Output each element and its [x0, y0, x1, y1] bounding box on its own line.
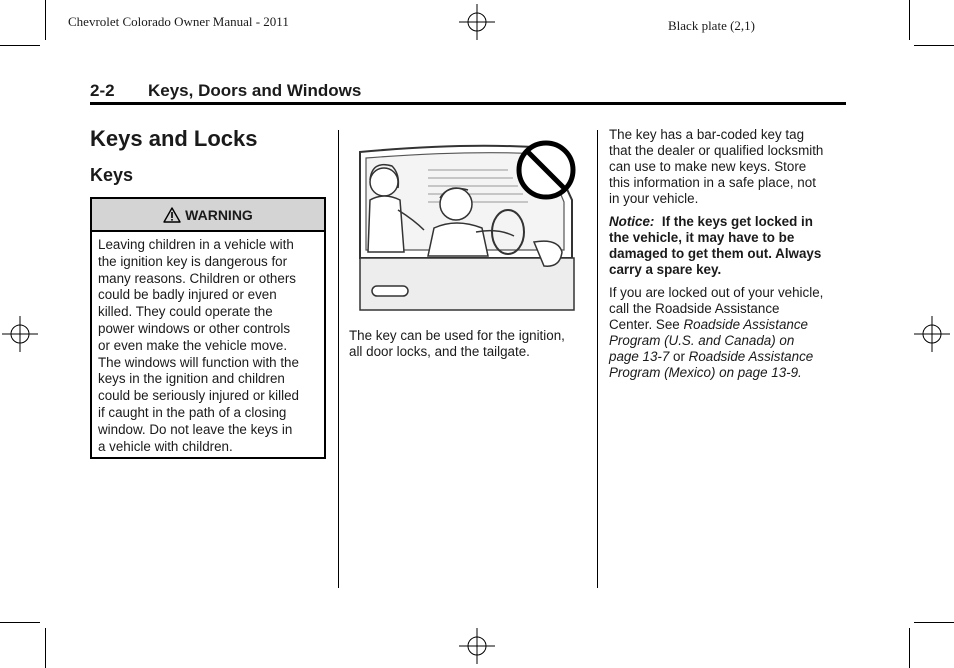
page-heading: Keys and Locks	[90, 126, 258, 151]
paragraph-line: damaged to get them out. Always	[609, 246, 822, 261]
section-rule	[90, 102, 846, 105]
warning-line: many reasons. Children or others	[98, 270, 296, 286]
notice-text: If the keys get locked in	[661, 214, 813, 229]
registration-mark	[459, 628, 495, 664]
line-text: .	[798, 365, 802, 380]
crop-mark	[914, 45, 954, 46]
warning-line: power windows or other controls	[98, 320, 291, 336]
warning-line: window. Do not leave the keys in	[98, 421, 293, 437]
crop-mark	[0, 622, 40, 623]
lockout-paragraph	[609, 285, 849, 381]
notice-paragraph	[609, 214, 849, 278]
registration-mark	[459, 4, 495, 40]
warning-line: keys in the ignition and children	[98, 371, 285, 387]
crop-mark	[909, 628, 910, 668]
key-tag-paragraph	[609, 127, 849, 207]
warning-line: or even make the vehicle move.	[98, 337, 288, 353]
warning-header	[92, 199, 324, 232]
paragraph-line	[609, 349, 849, 365]
warning-line: a vehicle with children.	[98, 438, 233, 454]
paragraph-line: this information in a safe place, not	[609, 175, 816, 190]
column-divider	[597, 130, 598, 588]
cross-reference-link[interactable]: Roadside Assistance	[688, 349, 814, 364]
warning-line: could be badly injured or even	[98, 287, 277, 303]
plate-label: Black plate (2,1)	[668, 18, 755, 33]
caption-line: all door locks, and the tailgate.	[349, 344, 530, 359]
line-text: Center. See	[609, 317, 684, 332]
paragraph-line	[609, 365, 849, 381]
warning-line: killed. They could operate the	[98, 304, 273, 320]
crop-mark	[914, 622, 954, 623]
cross-reference-link[interactable]: Program (Mexico) on page 13-9	[609, 365, 799, 380]
paragraph-line: call the Roadside Assistance	[609, 301, 780, 316]
cross-reference-link[interactable]: page 13-7	[609, 349, 670, 364]
illustration-caption	[349, 328, 589, 360]
subheading: Keys	[90, 165, 134, 185]
paragraph-line: The key has a bar-coded key tag	[609, 127, 805, 142]
registration-mark	[914, 316, 950, 352]
paragraph-line: can use to make new keys. Store	[609, 159, 807, 174]
section-number: 2-2	[90, 81, 115, 100]
paragraph-line	[609, 317, 849, 333]
paragraph-line: the vehicle, it may have to be	[609, 230, 795, 245]
column-divider	[338, 130, 339, 588]
cross-reference-link[interactable]: Roadside Assistance	[683, 317, 809, 332]
paragraph-line: in your vehicle.	[609, 191, 699, 206]
crop-mark	[0, 45, 40, 46]
warning-line: Leaving children in a vehicle with	[98, 237, 294, 252]
warning-line: if caught in the path of a closing	[98, 404, 287, 420]
paragraph-line: carry a spare key.	[609, 262, 722, 277]
warning-text	[98, 237, 324, 455]
paragraph-line	[609, 214, 849, 230]
warning-line: The windows will function with the	[98, 354, 299, 370]
notice-label: Notice:	[609, 214, 655, 229]
crop-mark	[909, 0, 910, 40]
registration-mark	[2, 316, 38, 352]
warning-line: could be seriously injured or killed	[98, 388, 299, 404]
paragraph-line: If you are locked out of your vehicle,	[609, 285, 824, 300]
warning-box	[90, 197, 326, 459]
cross-reference-link[interactable]: Program (U.S. and Canada) on	[609, 333, 795, 348]
manual-title: Chevrolet Colorado Owner Manual - 2011	[68, 14, 289, 29]
line-text: or	[669, 349, 689, 364]
caption-line: The key can be used for the ignition,	[349, 328, 565, 343]
section-title: Keys, Doors and Windows	[148, 81, 362, 100]
paragraph-line: that the dealer or qualified locksmith	[609, 143, 824, 158]
children-in-vehicle-illustration	[358, 140, 576, 312]
crop-mark	[45, 628, 46, 668]
warning-triangle-icon	[163, 207, 181, 223]
crop-mark	[45, 0, 46, 40]
warning-label: WARNING	[185, 206, 253, 223]
warning-line: the ignition key is dangerous for	[98, 253, 288, 269]
